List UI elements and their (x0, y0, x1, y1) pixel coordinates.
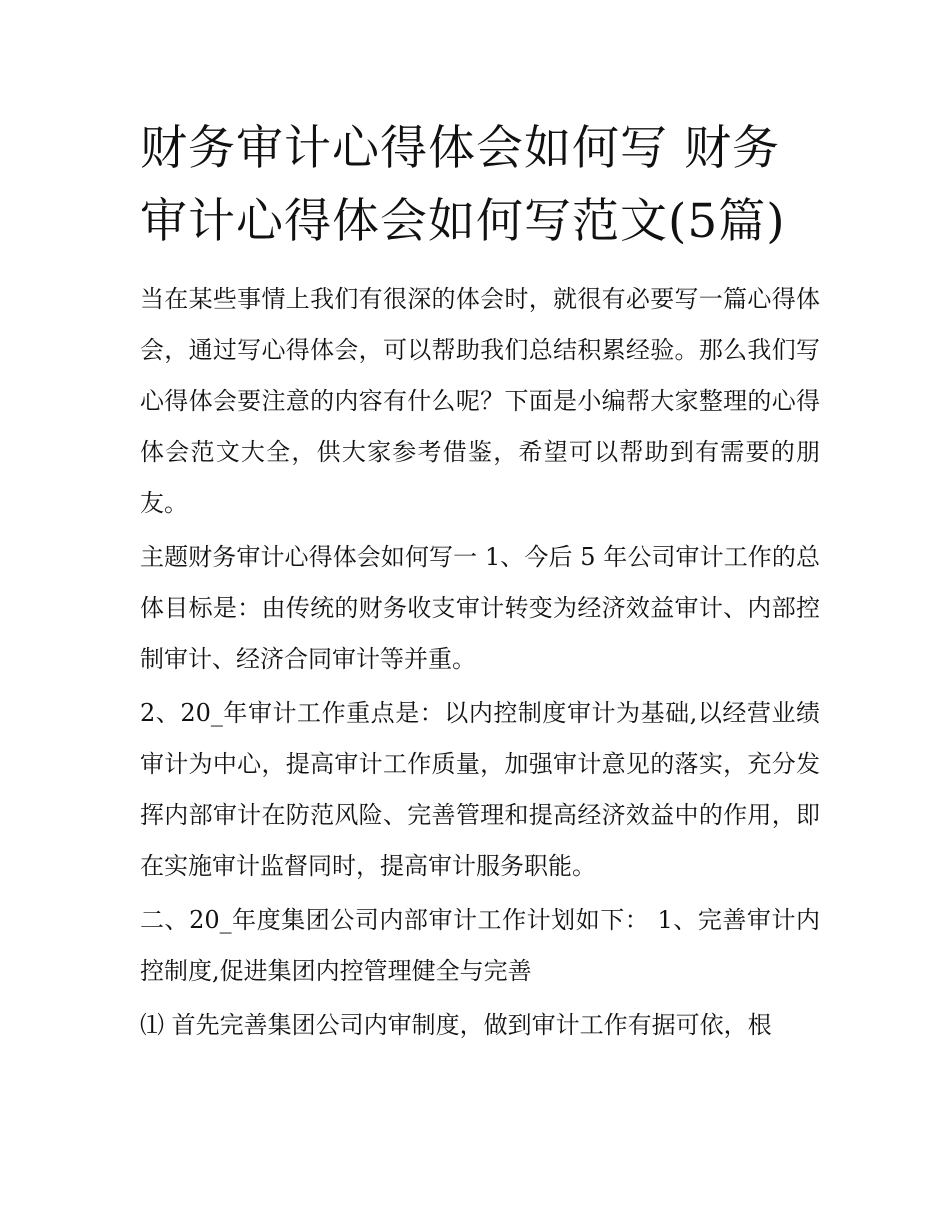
paragraph-plan: 二、20_年度集团公司内部审计工作计划如下： 1、完善审计内控制度,促进集团内控管理健全与完善 (140, 906, 820, 985)
paragraph-plan-item-1: ⑴ 首先完善集团公司内审制度，做到审计工作有据可依，根 (140, 1011, 772, 1039)
paragraph-topic-one: 主题财务审计心得体会如何写一 1、今后 5 年公司审计工作的总体目标是：由传统的财务收支审计转变为经济效益审计、内部控制审计、经济合同审计等并重。 (140, 543, 820, 673)
document-title: 财务审计心得体会如何写 财务审计心得体会如何写范文(5篇) (140, 121, 786, 249)
document-page (140, 112, 820, 1054)
paragraph-key-points: 2、20_年审计工作重点是：以内控制度审计为基础,以经营业绩审计为中心，提高审计工作质量，加强审计意见的落实，充分发挥内部审计在防范风险、完善管理和提高经济效益中的作用，即在实施审计监督同时，提高审计服务职能。 (140, 699, 820, 880)
paragraph-intro: 当在某些事情上我们有很深的体会时，就很有必要写一篇心得体会，通过写心得体会，可以帮助我们总结积累经验。那么我们写心得体会要注意的内容有什么呢？下面是小编帮大家整理的心得体会范文大全，供大家参考借鉴，希望可以帮助到有需要的朋友。 (140, 285, 820, 517)
